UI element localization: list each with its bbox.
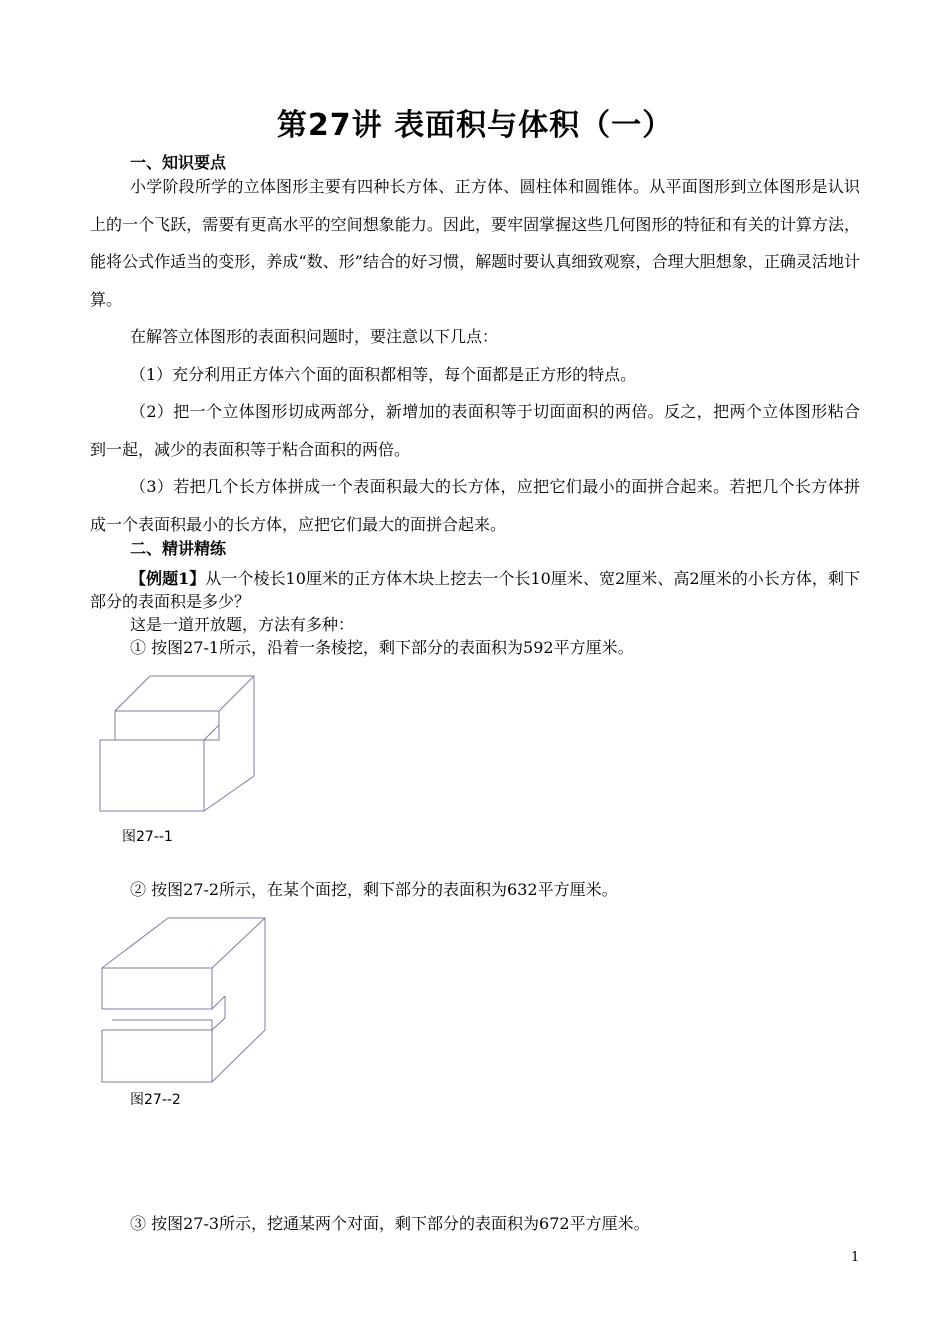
example-1-text: 从一个棱长10厘米的正方体木块上挖去一个长10厘米、宽2厘米、高2厘米的小长方体，剩下部分的表面积是多少？	[90, 569, 860, 611]
method-2	[90, 878, 860, 901]
method-2-text: ② 按图27-2所示，在某个面挖，剩下部分的表面积为632平方厘米。	[130, 880, 618, 899]
example-1	[90, 567, 860, 659]
point-2: （2）把一个立体图形切成两部分，新增加的表面积等于切面面积的两倍。反之，把两个立体图形粘合到一起，减少的表面积等于粘合面积的两倍。	[90, 402, 860, 459]
method-1-text: ① 按图27-1所示，沿着一条棱挖，剩下部分的表面积为592平方厘米。	[130, 638, 634, 657]
figure-27-1-depth-edge-left	[115, 676, 150, 711]
figure-27-2-depth-edge-left	[102, 918, 168, 968]
example-1-label: 【例题1】	[130, 569, 206, 588]
figure-27-1-front-face	[100, 711, 219, 811]
knowledge-paragraphs	[90, 168, 860, 543]
method-3-text: ③ 按图27-3所示，挖通某两个对面，剩下部分的表面积为672平方厘米。	[130, 1214, 650, 1233]
open-question-note: 这是一道开放题，方法有多种：	[130, 615, 355, 634]
figure-27-2-lower-block	[102, 1030, 212, 1082]
figure-27-2-caption: 图27--2	[130, 1092, 181, 1108]
section-heading-practice: 二、精讲精练	[130, 539, 227, 558]
figure-27-1-bottom-depth-edge	[204, 776, 254, 811]
figure-27-2-depth-edge-right	[212, 918, 265, 968]
page-title: 第27讲 表面积与体积（一）	[276, 108, 674, 143]
figure-27-2-groove	[112, 1020, 212, 1030]
figure-27-2	[95, 912, 275, 1087]
page-number: 1	[851, 1250, 860, 1265]
intro-paragraph: 小学阶段所学的立体图形主要有四种长方体、正方体、圆柱体和圆锥体。从平面图形到立体图形是认识上的一个飞跃，需要有更高水平的空间想象能力。因此，要牢固掌握这些几何图形的特征和有关的计算方法，能将公式作适当的变形，养成“数、形”结合的好习惯，解题时要认真细致观察，合理大胆想象，正确灵活地计算。	[90, 177, 860, 309]
figure-27-1-notch-depth-edge	[204, 725, 219, 740]
figure-27-2-upper-block	[102, 968, 212, 1009]
figure-27-2-groove-depth-top	[212, 996, 225, 1009]
section-heading-knowledge: 一、知识要点	[130, 153, 227, 172]
point-1: （1）充分利用正方体六个面的面积都相等，每个面都是正方形的特点。	[130, 364, 637, 384]
figure-27-1-caption: 图27--1	[122, 829, 173, 845]
example-1-question	[90, 567, 860, 613]
point-3: （3）若把几个长方体拼成一个表面积最大的长方体，应把它们最小的面拼合起来。若把几个长方体拼成一个表面积最小的长方体，应把它们最大的面拼合起来。	[90, 477, 860, 534]
figure-27-1-depth-edge-right	[219, 676, 254, 711]
figure-27-2-bottom-depth-edge	[212, 1030, 265, 1082]
points-intro: 在解答立体图形的表面积问题时，要注意以下几点：	[130, 327, 499, 346]
figure-27-2-groove-depth-bottom	[212, 1018, 225, 1030]
method-3	[90, 1212, 860, 1235]
figure-27-1	[95, 668, 260, 820]
